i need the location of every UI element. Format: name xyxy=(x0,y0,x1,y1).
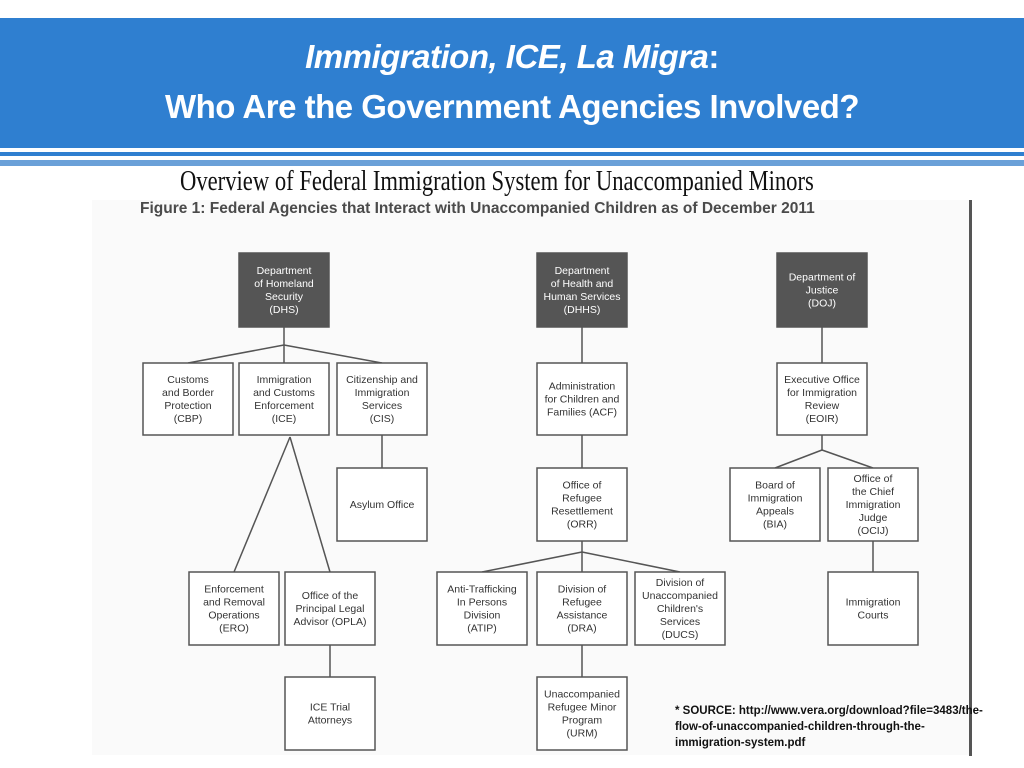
org-box-label: Asylum Office xyxy=(349,498,415,511)
org-box-label: (EOIR) xyxy=(805,412,839,425)
org-box-bia xyxy=(730,468,820,541)
org-box-label: (DUCS) xyxy=(661,628,699,641)
org-box-label: Services xyxy=(361,399,403,412)
org-box-label: Enforcement xyxy=(204,583,264,596)
org-box-label: Department xyxy=(554,264,610,277)
org-box-label: (ERO) xyxy=(219,622,249,635)
org-box-acf xyxy=(537,363,627,435)
org-box-label: Attorneys xyxy=(307,714,353,727)
org-box-label: Program xyxy=(561,714,603,727)
connector xyxy=(582,552,680,572)
org-box-label: Families (ACF) xyxy=(547,406,617,419)
org-box-label: Unaccompanied xyxy=(544,688,620,701)
org-box-ero xyxy=(189,572,279,645)
org-box-label: Office of xyxy=(562,479,602,492)
org-box-label: for Immigration xyxy=(786,386,858,399)
org-box-ocij xyxy=(828,468,918,541)
org-box-label: (ORR) xyxy=(566,518,598,531)
org-box-label: Judge xyxy=(858,511,888,524)
connector xyxy=(234,437,290,572)
org-box-label: Customs xyxy=(167,373,209,386)
org-box-opla xyxy=(285,572,375,645)
org-box-label: Immigration xyxy=(354,386,410,399)
org-box-trial xyxy=(285,677,375,750)
slide-title-line1: Immigration, ICE, La Migra: xyxy=(305,38,719,75)
org-box-label: and Customs xyxy=(253,386,315,399)
org-box-label: (DHHS) xyxy=(563,303,601,316)
org-box-label: Office of xyxy=(853,472,893,485)
org-box-label: Advisor (OPLA) xyxy=(293,615,367,628)
org-box-label: Immigration xyxy=(845,498,901,511)
org-box-label: of Health and xyxy=(550,277,614,290)
org-box-label: and Border xyxy=(162,386,214,399)
org-box-label: (ICE) xyxy=(271,412,297,425)
org-box-label: Department xyxy=(256,264,312,277)
org-box-label: Immigration xyxy=(845,596,901,609)
org-box-label: Operations xyxy=(208,609,260,622)
org-box-label: Division xyxy=(463,609,501,622)
org-box-label: Assistance xyxy=(556,609,608,622)
org-box-label: of Homeland xyxy=(254,277,314,290)
org-box-label: Administration xyxy=(548,380,616,393)
figure-title: Figure 1: Federal Agencies that Interact with Unaccompanied Children as of December 2011 xyxy=(140,200,815,217)
connector xyxy=(284,345,382,363)
org-box-cbp xyxy=(143,363,233,435)
org-box-label: (CIS) xyxy=(369,412,395,425)
org-box-eoir xyxy=(777,363,867,435)
org-box-label: Immigration xyxy=(747,492,803,505)
org-box-label: Appeals xyxy=(756,505,794,518)
org-box-asylum xyxy=(337,468,427,541)
org-box-doj xyxy=(777,253,867,327)
connector xyxy=(290,437,330,572)
org-box-label: Resettlement xyxy=(551,505,613,518)
org-boxes xyxy=(143,253,918,750)
org-box-atip xyxy=(437,572,527,645)
org-box-label: (DHS) xyxy=(269,303,299,316)
org-box-label: Unaccompanied xyxy=(642,589,718,602)
org-box-label: (URM) xyxy=(566,727,598,740)
org-box-urm xyxy=(537,677,627,750)
connector xyxy=(775,450,822,468)
org-box-label: Protection xyxy=(164,399,212,412)
org-box-label: (DRA) xyxy=(567,622,597,635)
org-box-label: (OCIJ) xyxy=(857,524,889,537)
org-box-label: (BIA) xyxy=(763,518,787,531)
org-box-dhhs xyxy=(537,253,627,327)
connector xyxy=(188,345,284,363)
org-box-label: ICE Trial xyxy=(309,701,351,714)
org-box-label: for Children and xyxy=(544,393,620,406)
org-box-dra xyxy=(537,572,627,645)
org-box-label: (DOJ) xyxy=(808,297,836,310)
org-box-label: Refugee xyxy=(562,492,602,505)
org-box-label: (ATIP) xyxy=(467,622,497,635)
connector xyxy=(822,450,873,468)
org-box-courts xyxy=(828,572,918,645)
source-citation: * SOURCE: http://www.vera.org/download?file=3483/the- flow-of-unaccompanied-children-through-the- immigration-system.pdf xyxy=(675,705,983,749)
org-box-label: Review xyxy=(804,399,840,412)
org-box-label: Enforcement xyxy=(254,399,314,412)
org-box-label: Services xyxy=(659,615,701,628)
org-box-orr xyxy=(537,468,627,541)
org-box-label: Executive Office xyxy=(784,373,860,386)
org-box-cis xyxy=(337,363,427,435)
org-box-ducs xyxy=(635,572,725,645)
org-box-label: and Removal xyxy=(203,596,265,609)
org-box-label: Security xyxy=(265,290,303,303)
connector xyxy=(482,552,582,572)
org-box-dhs xyxy=(239,253,329,327)
org-box-label: the Chief xyxy=(851,485,895,498)
org-box-label: Courts xyxy=(857,609,889,622)
org-box-label: In Persons xyxy=(456,596,508,609)
org-box-label: Anti-Trafficking xyxy=(447,583,517,596)
org-box-label: Children's xyxy=(656,602,704,615)
org-box-label: Board of xyxy=(755,479,795,492)
org-box-label: Refugee Minor xyxy=(547,701,617,714)
org-box-label: Principal Legal xyxy=(295,602,365,615)
org-box-label: Immigration xyxy=(256,373,312,386)
org-box-label: Office of the xyxy=(301,589,359,602)
org-box-label: Human Services xyxy=(543,290,621,303)
org-box-label: Citizenship and xyxy=(346,373,418,386)
slide-subtitle: Overview of Federal Immigration System for Unaccompanied Minors xyxy=(180,165,814,197)
org-box-label: (CBP) xyxy=(173,412,203,425)
org-box-label: Division of xyxy=(655,576,705,589)
org-box-label: Department of xyxy=(788,271,856,284)
org-box-label: Refugee xyxy=(562,596,602,609)
org-box-ice xyxy=(239,363,329,435)
org-box-label: Justice xyxy=(805,284,839,297)
slide-title-line2: Who Are the Government Agencies Involved? xyxy=(164,88,859,125)
org-box-label: Division of xyxy=(557,583,607,596)
